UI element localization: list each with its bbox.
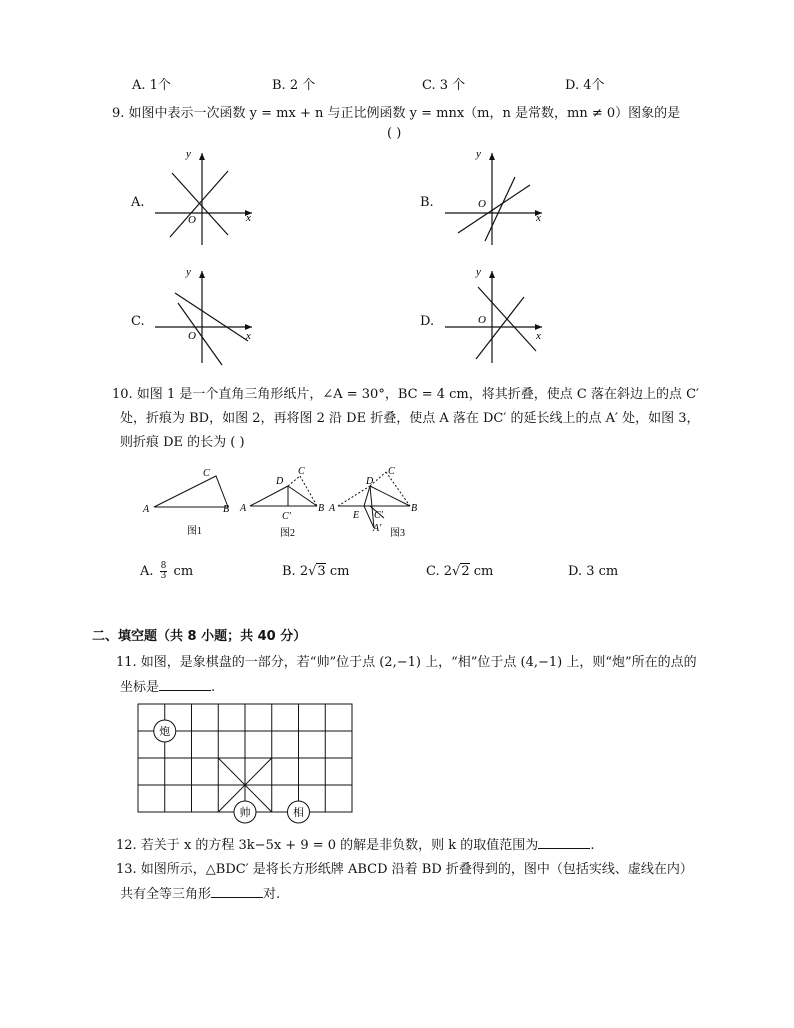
q9-a-y-label: y	[186, 148, 191, 160]
svg-text:D: D	[366, 476, 374, 487]
q10-fig2	[239, 466, 324, 539]
svg-text:B: B	[411, 503, 418, 514]
q9-d-x-label: x	[536, 330, 541, 342]
svg-text:B: B	[318, 503, 325, 514]
q12-answer-blank[interactable]	[538, 836, 590, 849]
q9-d-y-label: y	[476, 266, 481, 278]
q9-graph-d	[440, 263, 550, 368]
q10-fig1	[142, 468, 229, 537]
q10-fig3	[328, 466, 417, 539]
svg-text:C: C	[203, 468, 210, 479]
svg-text:图2: 图2	[280, 528, 295, 539]
q9-option-a-label: A.	[131, 195, 145, 210]
svg-text:A: A	[143, 504, 150, 515]
svg-text:C: C	[298, 466, 305, 477]
svg-text:A: A	[240, 503, 247, 514]
q10-option-a: A. $\frac{8}{3}$ cm	[140, 561, 194, 581]
piece-shuai	[234, 801, 256, 823]
svg-text:相: 相	[293, 807, 304, 819]
piece-xiang	[288, 801, 310, 823]
svg-text:图3: 图3	[390, 528, 405, 539]
q9-option-d-label: D.	[420, 314, 435, 329]
q13-answer-blank[interactable]	[211, 885, 263, 898]
q9-graph-b	[440, 145, 550, 250]
svg-text:C: C	[388, 466, 395, 477]
svg-text:A′: A′	[373, 523, 382, 534]
q8-option-d: D. 4个	[565, 78, 605, 93]
piece-pao	[154, 720, 176, 742]
q13-line1: 13. 如图所示，△BDC′ 是将长方形纸牌 ABCD 沿着 BD 折叠得到的，图中（包括实线、虚线在内）	[116, 862, 693, 877]
svg-text:E: E	[353, 510, 360, 521]
svg-text:B: B	[223, 504, 230, 515]
q11-line1: 11. 如图，是象棋盘的一部分，若“帅”位于点 (2,−1) 上，“相”位于点 (4,−1) 上，则“炮”所在的点的	[116, 655, 697, 670]
q10-figures	[140, 462, 430, 542]
q10-line2: 处，折痕为 BD，如图 2，再将图 2 沿 DE 折叠，使点 A 落在 DC′ 的延长线上的点 A′ 处，如图 3，	[120, 411, 700, 426]
q9-c-y-label: y	[186, 266, 191, 278]
q9-question: 9. 如图中表示一次函数 y = mx + n 与正比例函数 y = mnx（m，n 是常数，mn ≠ 0）图象的是	[112, 106, 681, 121]
svg-text:C′: C′	[374, 510, 383, 521]
q9-d-origin: O	[478, 314, 486, 326]
svg-text:A: A	[329, 503, 336, 514]
q8-option-b: B. 2 个	[272, 78, 316, 93]
section2-title: 二、填空题（共 8 小题；共 40 分）	[92, 629, 307, 644]
svg-text:图1: 图1	[187, 526, 202, 537]
q10-line3: 则折痕 DE 的长为 ( )	[120, 435, 245, 450]
q10-option-b: B. 2√3 cm	[282, 564, 350, 579]
q11-line2: 坐标是 .	[120, 680, 216, 695]
q9-c-x-label: x	[246, 330, 251, 342]
q9-graph-a	[150, 145, 260, 250]
q9-c-origin: O	[188, 330, 196, 342]
q9-b-origin: O	[478, 198, 486, 210]
q13-line2: 共有全等三角形 对.	[120, 887, 281, 902]
svg-text:C′: C′	[282, 511, 291, 522]
q10-option-d: D. 3 cm	[568, 564, 619, 579]
q8-option-a: A. 1个	[132, 78, 171, 93]
q9-a-origin: O	[188, 214, 196, 226]
q9-option-c-label: C.	[131, 314, 145, 329]
q10-option-c: C. 2√2 cm	[426, 564, 494, 579]
svg-text:D: D	[276, 476, 284, 487]
q9-b-y-label: y	[476, 148, 481, 160]
q12-line: 12. 若关于 x 的方程 3k−5x + 9 = 0 的解是非负数，则 k 的取值范围为 .	[116, 838, 595, 853]
q9-answer-paren: ( )	[387, 126, 402, 141]
q9-b-x-label: x	[536, 212, 541, 224]
q11-chessboard	[136, 702, 358, 826]
q11-answer-blank[interactable]	[159, 678, 211, 691]
q9-option-b-label: B.	[420, 195, 434, 210]
q9-a-x-label: x	[246, 212, 251, 224]
svg-text:帅: 帅	[239, 807, 251, 819]
q10-line1: 10. 如图 1 是一个直角三角形纸片，∠A = 30°，BC = 4 cm，将其折叠，使点 C 落在斜边上的点 C′	[112, 387, 699, 402]
svg-text:炮: 炮	[159, 726, 171, 738]
q9-graph-c	[150, 263, 260, 368]
q8-option-c: C. 3 个	[422, 78, 466, 93]
